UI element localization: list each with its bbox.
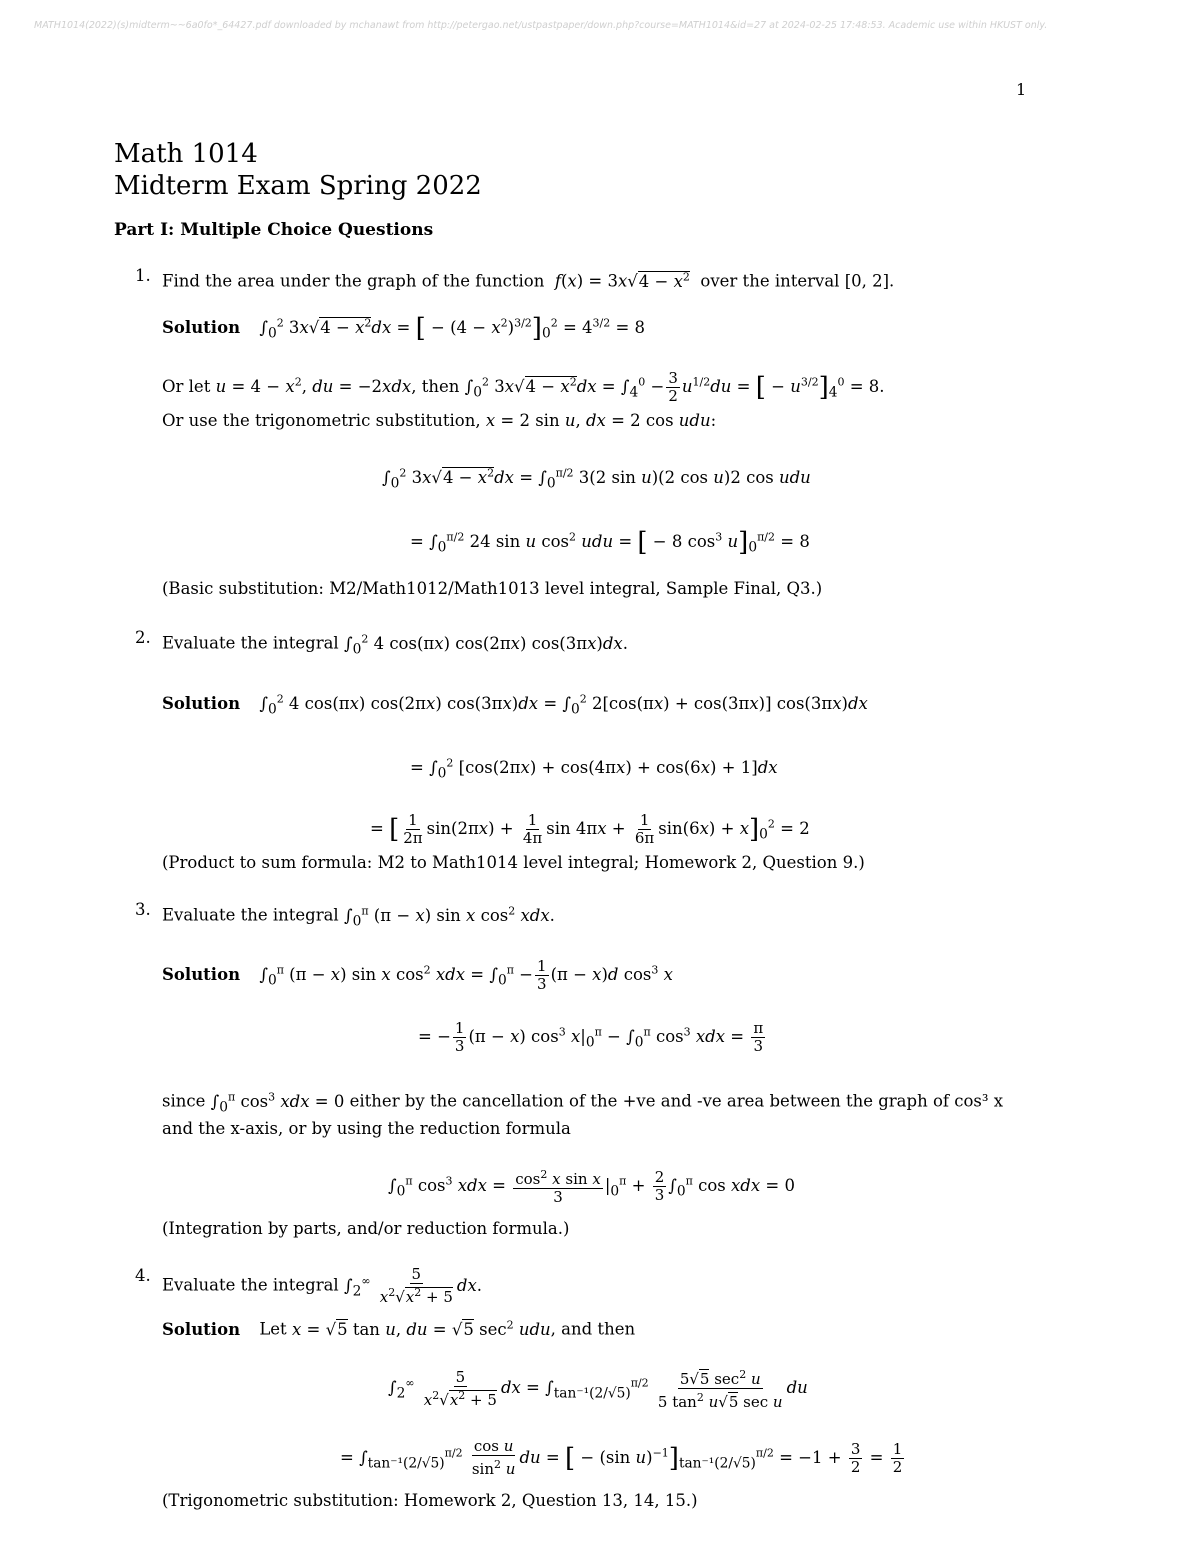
q3-and-line: and the x-axis, or by using the reduction formula [162, 1119, 571, 1138]
then-text: , then [411, 377, 460, 396]
download-watermark: MATH1014(2022)(s)midterm~~6a0fo*_64427.pdf downloaded by mchanawt from http://petergao.net/ustpastpaper/down.php?course=MATH1014&id=27 at 2024-02-25 17:48:53. Academic use within HKUST only. [34, 20, 1048, 31]
q4-note: (Trigonometric substitution: Homework 2, Question 13, 14, 15.) [162, 1491, 698, 1510]
q1-trig-line-2: = $\int_0^{\pi/2}$ 24 sin u $\cos^2$ udu = [ − 8 $\cos^3 u]_0^{\pi/2} = 8$ [410, 527, 810, 557]
question-1-interval: over the interval [0, 2]. [700, 271, 895, 291]
q3-reduction-formula: $\int_0^\pi$ $\cos^3$ xdx = $\frac{\cos^2 x \sin x}{3}$ $|_0^\pi$ + $\frac{2}{3}$ $\int_0^\pi$ cos xdx = 0 [388, 1167, 795, 1206]
q1-note: (Basic substitution: M2/Math1012/Math1013 level integral, Sample Final, Q3.) [162, 579, 823, 598]
or-let-text: Or let [162, 377, 211, 396]
q4-solution-line-2: $\int_2^\infty$ $\frac{5}{x^2√x^2 + 5}$ dx = $\int_{tan^{-1}(2/√5)}^{\pi/2}$ $\frac{5√5 \sec^2 u}{5 \tan^2 u√5 \sec u}$ du [388, 1367, 808, 1411]
q3-solution-line-2: = − $\frac{1}{3}$ (π − x) $\cos^3 x|_0^\pi - \int_0^\pi$ $\cos^3$ xdx = $\frac{\pi}{3}$ [418, 1019, 764, 1055]
q1-solution-line-1: Solution $\int_0^2$ $3x√4 - x^2dx$ = [ − $(4 - x^2)^{3/2}]_0^2 = 4^{3/2} = 8$ [162, 313, 646, 343]
course-title: Math 1014 [114, 139, 258, 169]
question-3-prompt: Evaluate the integral $\int_0^\pi$ (π − x) sin x $\cos^2$ xdx. [162, 904, 555, 929]
q2-note: (Product to sum formula: M2 to Math1014 level integral; Homework 2, Question 9.) [162, 853, 865, 872]
question-3-prompt-text: Evaluate the integral [162, 905, 339, 925]
q3-since-line: since $\int_0^\pi$ $\cos^3$ xdx = 0 either by the cancellation of the +ve and -ve area between the graph of cos³ x [162, 1090, 1004, 1115]
since-explanation: either by the cancellation of the +ve and -ve area between the graph of cos³ x [349, 1091, 1004, 1111]
exam-title: Midterm Exam Spring 2022 [114, 171, 482, 201]
q2-solution-line-3: = [ $\frac{1}{2\pi}$ sin(2πx) + $\frac{1}{4\pi}$ sin 4πx + $\frac{1}{6\pi}$ $\sin(6x) + x]_0^2 = 2$ [370, 811, 810, 847]
let-text: Let [259, 1319, 287, 1339]
question-number-2: 2. [135, 628, 151, 647]
q3-solution-line-1: Solution $\int_0^\pi$ (π − x) sin x $\cos^2$ xdx = $\int_0^\pi$ − $\frac{1}{3}$ (π − x)d $\cos^3 x$ [162, 957, 673, 993]
q1-function: $f(x) = 3x√4 - x^2$ [554, 270, 690, 291]
solution-label: Solution [162, 965, 241, 984]
since-text: since [162, 1091, 206, 1111]
q1-trig-line-1: $\int_0^2$ $3x√4 - x^2dx = \int_0^{\pi/2}$ 3(2 sin u)(2 cos u)2 cos udu [382, 466, 811, 491]
q1-solution-line-2: Or let $u = 4 - x^2$, du = −2xdx, then $\int_0^2$ $3x√4 - x^2dx = \int_4^0$ − $\frac{3}{2}$ $u^{1/2}du$ = [ − $u^{3/2}]_4^0 = 8$. [162, 369, 885, 405]
q2-solution-line-1: Solution $\int_0^2$ 4 cos(πx) cos(2πx) $\cos(3\pi x)dx = \int_0^2$ 2[cos(πx) + cos(3πx)] cos(3πx)dx [162, 692, 868, 717]
question-4-prompt: Evaluate the integral $\int_2^\infty$ $\frac{5}{x^2√x^2 + 5}$ dx. [162, 1265, 483, 1306]
question-2-prompt-text: Evaluate the integral [162, 633, 339, 653]
question-1-prompt-text: Find the area under the graph of the function [162, 271, 545, 291]
question-1-prompt [162, 266, 894, 293]
q3-note: (Integration by parts, and/or reduction formula.) [162, 1219, 570, 1238]
question-2-prompt: Evaluate the integral $\int_0^2$ 4 cos(πx) cos(2πx) cos(3πx)dx. [162, 632, 628, 657]
q1-solution-line-3: Or use the trigonometric substitution, x = 2 sin u, dx = 2 cos udu: [162, 411, 717, 430]
question-4-prompt-text: Evaluate the integral [162, 1275, 339, 1295]
q4-solution-line-1: Solution Let x = √5 tan u, du = √5 $\sec^2$ udu, and then [162, 1318, 636, 1339]
q2-solution-line-2: = $\int_0^2$ [cos(2πx) + cos(4πx) + cos(6x) + 1]dx [410, 756, 778, 781]
question-number-1: 1. [135, 266, 151, 285]
solution-label: Solution [162, 693, 241, 713]
solution-label: Solution [162, 317, 241, 337]
question-number-4: 4. [135, 1266, 151, 1285]
part-heading: Part I: Multiple Choice Questions [114, 220, 434, 240]
page-number: 1 [1016, 80, 1027, 99]
question-number-3: 3. [135, 900, 151, 919]
solution-label: Solution [162, 1319, 241, 1339]
or-use-text: Or use the trigonometric substitution, [162, 411, 481, 430]
and-then-text: , and then [550, 1319, 636, 1339]
q4-solution-line-3: = $\int_{tan^{-1}(2/√5)}^{\pi/2}$ $\frac{\text{cos u}}{\sin^2 u}$ du = [ − (sin $u)^{-1}]_{tan^{-1}(2/√5)}^{\pi/2} = -1$ + $\frac{3}{2}$ = $\frac{1}{2}$ [340, 1437, 903, 1478]
